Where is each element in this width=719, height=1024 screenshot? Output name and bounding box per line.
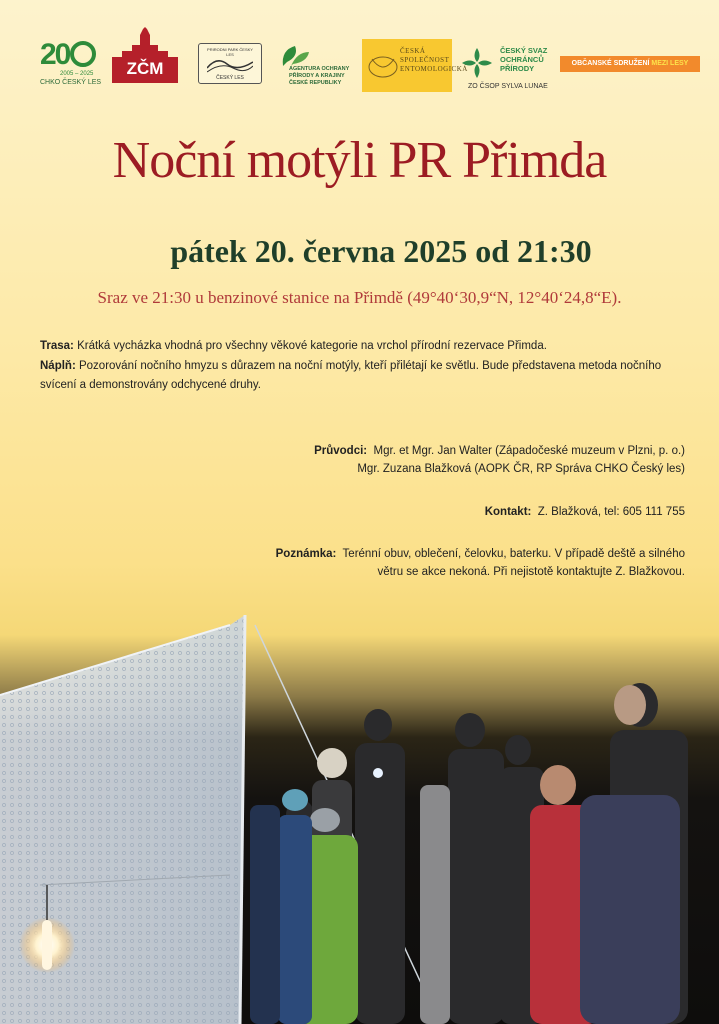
cse-logo: [362, 39, 468, 92]
aopk-logo: [275, 42, 355, 92]
night-moth-photo: [0, 585, 719, 1024]
mezi-lesy-highlight: MEZI LESY: [651, 60, 689, 67]
contact-text: Z. Blažková, tel: 605 111 755: [537, 506, 685, 518]
chko-years: 2005 – 2025: [60, 71, 94, 77]
contact-block: [245, 503, 685, 521]
csop-subtitle: ZO ČSOP SYLVA LUNAE: [468, 83, 548, 90]
note-line-2: větru se akce nekoná. Při nejistotě kontaktujte Z. Blažkovou.: [377, 566, 685, 578]
event-info: [40, 337, 690, 396]
logo-bar: [0, 0, 719, 110]
csop-logo: [460, 46, 560, 94]
contact-label: Kontakt:: [484, 506, 532, 518]
naplan-label: Náplň:: [40, 359, 76, 372]
trasa-text: Krátká vycházka vhodná pro všechny věkové kategorie na vrchol přírodní rezervace Přimda.: [77, 340, 547, 352]
chko-name: CHKO ČESKÝ LES: [40, 79, 102, 86]
mezi-lesy-prefix: OBČANSKÉ SDRUŽENÍ: [571, 60, 652, 67]
aopk-text: AGENTURA OCHRANY PŘÍRODY A KRAJINY ČESKÉ REPUBLIKY: [289, 66, 350, 86]
event-date: pátek 20. června 2025 od 21:30: [170, 233, 592, 269]
cesky-les-top: PRIRODNI PARK ČESKY LES: [207, 47, 253, 57]
prirodni-park-logo: [198, 43, 262, 84]
zcm-logo: [108, 27, 182, 85]
meeting-point: Sraz ve 21:30 u benzinové stanice na Přimdě (49°40‘30,9“N, 12°40‘24,8“E).: [97, 288, 622, 307]
photo-illustration: [0, 585, 719, 1024]
naplan-text: Pozorování nočního hmyzu s důrazem na noční motýly, kteří přilétají ke světlu. Bude představena metoda nočního svícení a demonstrovány odchycené druhy.: [40, 359, 662, 391]
guide-2: Mgr. Zuzana Blažková (AOPK ČR, RP Správa CHKO Český les): [357, 463, 685, 475]
guide-1: Mgr. et Mgr. Jan Walter (Západočeské muzeum v Plzni, p. o.): [373, 445, 685, 457]
trasa-row: [40, 337, 690, 357]
chko-circle-icon: [70, 41, 96, 67]
trasa-label: Trasa:: [40, 340, 74, 352]
naplan-row: [40, 357, 690, 396]
note-line-1: Terénní obuv, oblečení, čelovku, baterku. V případě deště a silného: [342, 548, 685, 560]
hills-icon: [207, 54, 253, 74]
leaf-icon: [277, 42, 313, 68]
chko-cesky-les-logo: [40, 38, 100, 88]
csop-text: ČESKÝ SVAZ OCHRÁNCŮ PŘÍRODY: [500, 46, 548, 73]
poster-title: Noční motýli PR Přimda: [112, 132, 607, 189]
guides-label: Průvodci:: [314, 445, 368, 457]
mezi-lesy-logo: [560, 56, 700, 72]
note-block: [245, 545, 685, 581]
guides-block: [245, 442, 685, 478]
cse-text: ČESKÁ SPOLEČNOST ENTOMOLOGICKÁ: [400, 47, 468, 73]
note-label: Poznámka:: [275, 548, 337, 560]
insect-icon: [366, 45, 400, 85]
cesky-les-bottom: ČESKÝ LES: [216, 75, 244, 81]
csop-leaves-icon: [460, 46, 494, 80]
chko-number: 20: [40, 38, 70, 71]
zcm-label: ZČM: [126, 59, 164, 78]
